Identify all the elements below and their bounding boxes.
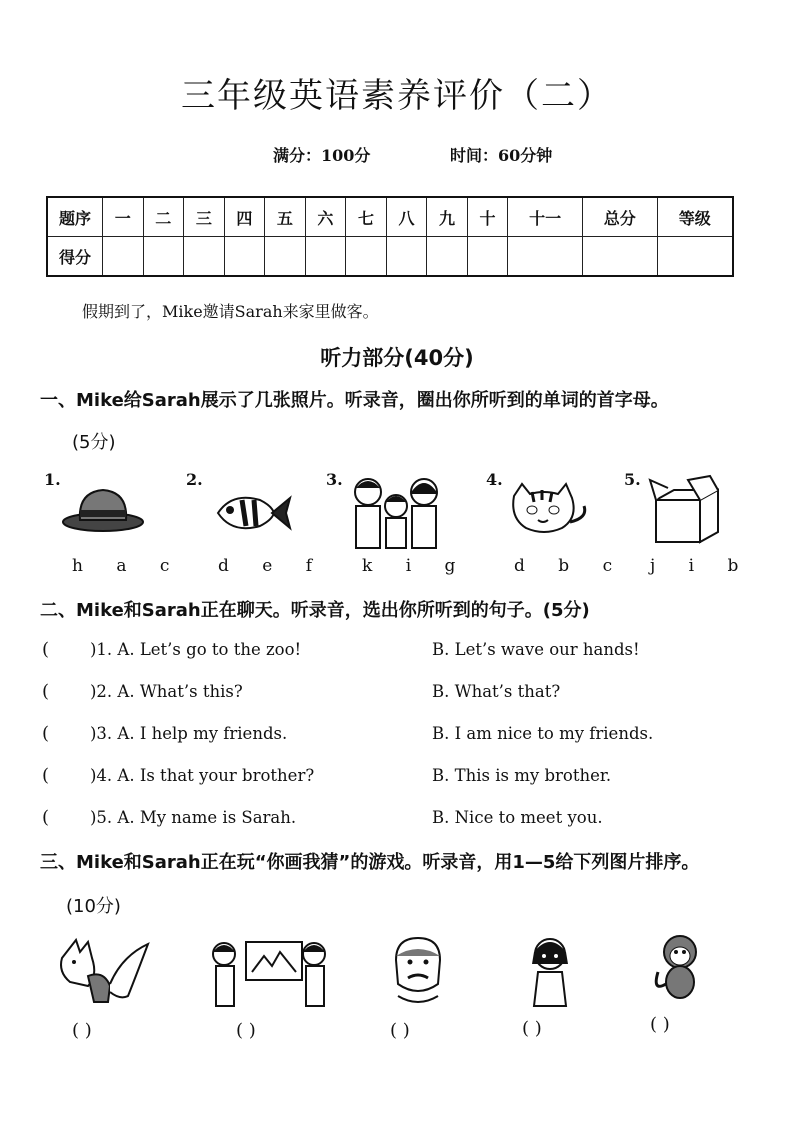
score-table-header — [47, 197, 733, 237]
letter-options[interactable]: k i g — [362, 556, 470, 576]
letter-options[interactable]: d b c — [514, 556, 627, 576]
score-cell[interactable] — [224, 237, 265, 277]
score-cell[interactable] — [184, 237, 225, 277]
letter-options[interactable]: h a c — [72, 556, 184, 576]
header-cell: 六 — [305, 197, 346, 237]
order-blank[interactable]: ( ) — [72, 1020, 92, 1041]
order-blank[interactable]: ( ) — [236, 1020, 256, 1041]
section3-points: (10分) — [66, 896, 121, 917]
score-table-row — [47, 237, 733, 277]
family-icon — [348, 474, 444, 550]
header-cell: 七 — [346, 197, 387, 237]
header-cell: 等级 — [657, 197, 733, 237]
score-cell[interactable] — [582, 237, 657, 277]
header-cell: 一 — [103, 197, 144, 237]
score-cell[interactable] — [508, 237, 583, 277]
intro-text: 假期到了，Mike邀请Sarah来家里做客。 — [82, 302, 379, 321]
score-cell[interactable] — [103, 237, 144, 277]
monkey-icon — [650, 932, 710, 1004]
listening-title: 听力部分(40分) — [320, 346, 474, 370]
item-number: 1. — [44, 470, 61, 489]
row-label: 得分 — [47, 237, 103, 277]
option-a: )1. A. Let’s go to the zoo! — [90, 640, 302, 659]
fish-icon — [212, 488, 294, 538]
header-cell: 十一 — [508, 197, 583, 237]
box-icon — [648, 474, 722, 546]
option-a: )5. A. My name is Sarah. — [90, 808, 297, 827]
item-number: 3. — [326, 470, 343, 489]
header-cell: 三 — [184, 197, 225, 237]
score-cell[interactable] — [305, 237, 346, 277]
score-cell[interactable] — [657, 237, 733, 277]
option-a: )4. A. Is that your brother? — [90, 766, 315, 785]
score-cell[interactable] — [346, 237, 387, 277]
score-cell[interactable] — [467, 237, 508, 277]
answer-blank-open[interactable]: ( — [42, 807, 50, 828]
option-b: B. What’s that? — [432, 682, 561, 701]
girl-icon — [524, 934, 576, 1010]
section1-points: (5分) — [72, 432, 116, 453]
section1-title: 一、Mike给Sarah展示了几张照片。听录音，圈出你所听到的单词的首字母。 — [40, 390, 669, 411]
header-cell: 八 — [386, 197, 427, 237]
score-cell[interactable] — [265, 237, 306, 277]
option-a: )2. A. What’s this? — [90, 682, 243, 701]
time-limit: 时间：60分钟 — [450, 146, 553, 165]
score-cell[interactable] — [143, 237, 184, 277]
order-blank[interactable]: ( ) — [390, 1020, 410, 1041]
section2-title: 二、Mike和Sarah正在聊天。听录音，选出你所听到的句子。(5分) — [40, 600, 590, 621]
grandpa-icon — [388, 936, 448, 1008]
section3-title: 三、Mike和Sarah正在玩“你画我猜”的游戏。听录音，用1—5给下列图片排序。 — [40, 852, 700, 873]
answer-blank-open[interactable]: ( — [42, 765, 50, 786]
item-number: 4. — [486, 470, 503, 489]
header-cell: 二 — [143, 197, 184, 237]
page-title: 三年级英语素养评价（二） — [181, 76, 613, 116]
letter-options[interactable]: j i b — [650, 556, 753, 576]
fox-icon — [58, 936, 152, 1006]
score-cell[interactable] — [386, 237, 427, 277]
item-number: 2. — [186, 470, 203, 489]
score-table — [46, 196, 734, 277]
cat-icon — [508, 482, 590, 538]
option-a: )3. A. I help my friends. — [90, 724, 288, 743]
option-b: B. I am nice to my friends. — [432, 724, 654, 743]
header-cell: 题序 — [47, 197, 103, 237]
score-cell[interactable] — [427, 237, 468, 277]
answer-blank-open[interactable]: ( — [42, 681, 50, 702]
order-blank[interactable]: ( ) — [650, 1014, 670, 1035]
option-b: B. This is my brother. — [432, 766, 612, 785]
header-cell: 四 — [224, 197, 265, 237]
header-cell: 十 — [467, 197, 508, 237]
answer-blank-open[interactable]: ( — [42, 639, 50, 660]
option-b: B. Let’s wave our hands! — [432, 640, 640, 659]
header-cell: 九 — [427, 197, 468, 237]
answer-blank-open[interactable]: ( — [42, 723, 50, 744]
full-score: 满分：100分 — [273, 146, 371, 165]
letter-options[interactable]: d e f — [218, 556, 327, 576]
kids-with-picture-icon — [208, 936, 334, 1008]
option-b: B. Nice to meet you. — [432, 808, 603, 827]
hat-icon — [60, 484, 146, 534]
header-cell: 五 — [265, 197, 306, 237]
header-cell: 总分 — [582, 197, 657, 237]
item-number: 5. — [624, 470, 641, 489]
order-blank[interactable]: ( ) — [522, 1018, 542, 1039]
